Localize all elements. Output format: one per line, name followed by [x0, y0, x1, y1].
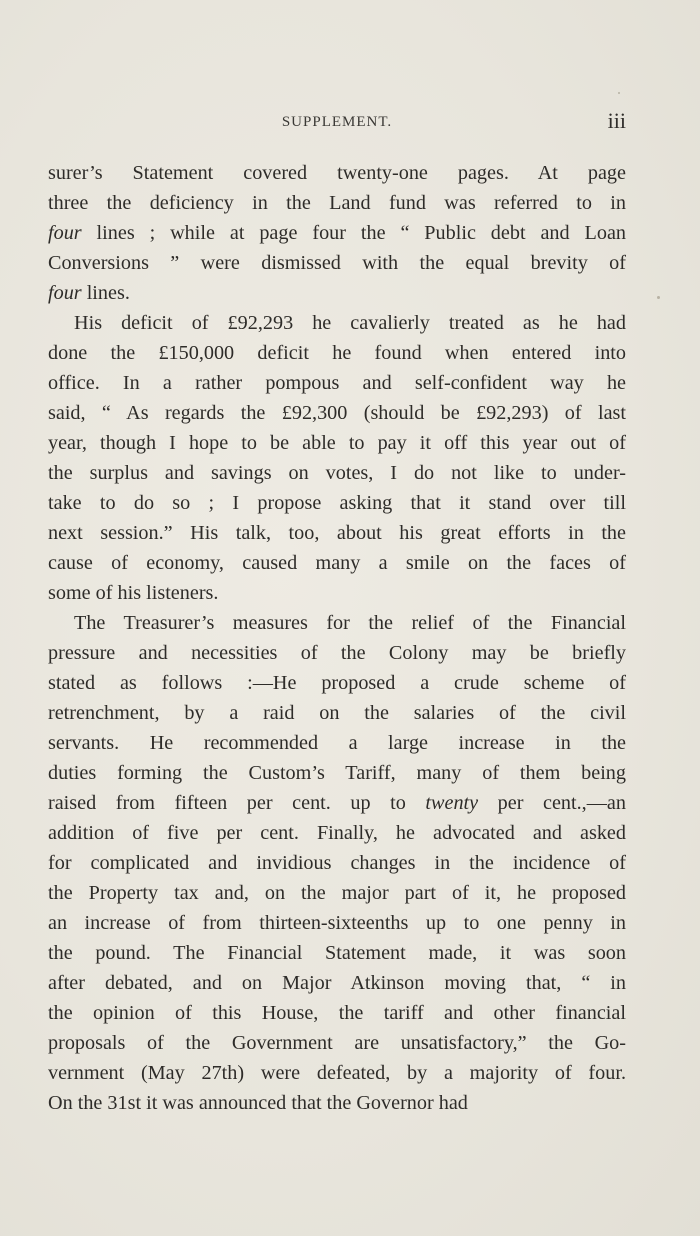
text-line — [48, 158, 626, 188]
text-run: for complicated and invidious changes in the incidence of — [48, 852, 626, 874]
text-run: On the 31st it was announced that the Governor had — [48, 1092, 468, 1114]
paragraph — [48, 608, 626, 1118]
text-run: pressure and necessities of the Colony may be briefly — [48, 642, 626, 664]
text-line — [48, 758, 626, 788]
text-run: an increase of from thirteen-sixteenths up to one penny in — [48, 912, 626, 934]
text-run: Conversions ” were dismissed with the equal brevity of — [48, 252, 626, 274]
text-line — [48, 338, 626, 368]
text-line — [48, 308, 626, 338]
paragraph — [48, 158, 626, 308]
text-line — [48, 278, 626, 308]
text-line — [48, 1058, 626, 1088]
text-run: some of his listeners. — [48, 582, 219, 604]
text-run: surer’s Statement covered twenty-one pages. At page — [48, 162, 626, 184]
text-line — [48, 938, 626, 968]
text-run: cause of economy, caused many a smile on the faces of — [48, 552, 626, 574]
text-run: lines ; while at page four the “ Public debt and Loan — [81, 222, 626, 244]
text-run: stated as follows :—He proposed a crude scheme of — [48, 672, 626, 694]
page-number: iii — [607, 108, 626, 133]
text-run: said, “ As regards the £92,300 (should be £92,293) of last — [48, 402, 626, 424]
text-run: per cent.,—an — [478, 792, 626, 814]
text-run: The Treasurer’s measures for the relief of the Financial — [74, 612, 626, 634]
paper-speck — [618, 92, 620, 94]
text-line — [48, 248, 626, 278]
text-run: proposals of the Government are unsatisfactory,” the Go- — [48, 1032, 626, 1054]
text-line — [48, 878, 626, 908]
text-line — [48, 638, 626, 668]
text-line — [48, 188, 626, 218]
text-run: office. In a rather pompous and self-confident way he — [48, 372, 626, 394]
text-line — [48, 428, 626, 458]
running-head: SUPPLEMENT. — [281, 114, 393, 130]
text-run: the pound. The Financial Statement made, it was soon — [48, 942, 626, 964]
text-line — [48, 668, 626, 698]
text-run: retrenchment, by a raid on the salaries of the civil — [48, 702, 626, 724]
text-line — [48, 908, 626, 938]
text-run: His deficit of £92,293 he cavalierly treated as he had — [74, 312, 626, 334]
text-line — [48, 728, 626, 758]
italic-emphasis: twenty — [425, 792, 479, 814]
text-run: vernment (May 27th) were defeated, by a majority of four. — [48, 1062, 626, 1084]
text-run: the Property tax and, on the major part of it, he proposed — [48, 882, 626, 904]
text-run: take to do so ; I propose asking that it stand over till — [48, 492, 626, 514]
text-line — [48, 368, 626, 398]
text-line — [48, 698, 626, 728]
text-run: three the deficiency in the Land fund was referred to in — [48, 192, 626, 214]
text-run: servants. He recommended a large increase in the — [48, 732, 626, 754]
text-line — [48, 848, 626, 878]
text-run: the surplus and savings on votes, I do not like to under- — [48, 462, 626, 484]
text-line — [48, 1028, 626, 1058]
text-run: lines. — [81, 282, 130, 304]
text-run: done the £150,000 deficit he found when entered into — [48, 342, 626, 364]
text-line — [48, 578, 626, 608]
text-line — [48, 1088, 626, 1118]
text-line — [48, 518, 626, 548]
page-header — [48, 108, 626, 138]
text-line — [48, 488, 626, 518]
text-run: next session.” His talk, too, about his great efforts in the — [48, 522, 626, 544]
paper-speck — [657, 296, 660, 299]
text-line — [48, 218, 626, 248]
text-run: after debated, and on Major Atkinson moving that, “ in — [48, 972, 626, 994]
text-line — [48, 818, 626, 848]
text-line — [48, 608, 626, 638]
italic-emphasis: four — [48, 282, 82, 304]
text-run: the opinion of this House, the tariff and other financial — [48, 1002, 626, 1024]
text-line — [48, 458, 626, 488]
text-run: raised from fifteen per cent. up to — [48, 792, 426, 814]
text-run: addition of five per cent. Finally, he advocated and asked — [48, 822, 626, 844]
text-line — [48, 968, 626, 998]
text-line — [48, 998, 626, 1028]
text-run: year, though I hope to be able to pay it off this year out of — [48, 432, 626, 454]
paragraph — [48, 308, 626, 608]
text-line — [48, 548, 626, 578]
text-line — [48, 398, 626, 428]
text-line — [48, 788, 626, 818]
text-run: duties forming the Custom’s Tariff, many of them being — [48, 762, 626, 784]
italic-emphasis: four — [48, 222, 82, 244]
body-text — [48, 158, 626, 1118]
